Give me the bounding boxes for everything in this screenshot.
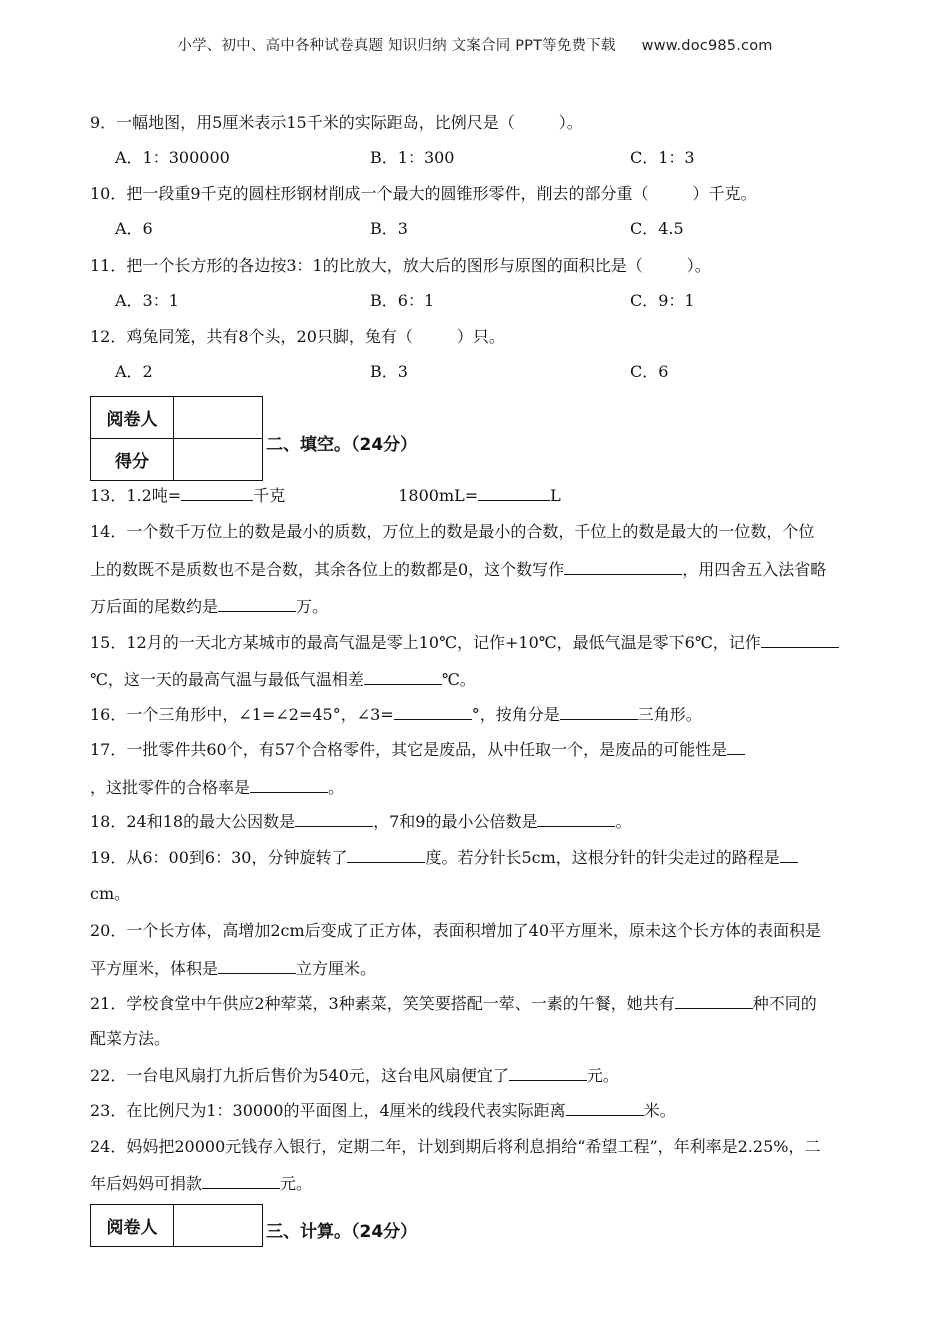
header-site: www.doc985.com [641,38,773,54]
question-15-line-2: ℃，这一天的最高气温与最低气温相差 ℃。 [90,670,476,689]
q9-option-b: B．1：300 [370,148,455,167]
q11-option-b: B．6：1 [370,291,435,310]
reviewer-label: 阅卷人 [91,397,174,439]
reviewer-label-2: 阅卷人 [91,1205,174,1247]
score-table-section-3 [90,1204,263,1247]
q21-blank-1[interactable] [675,992,753,1009]
question-20-line-2: 平方厘米，体积是 立方厘米。 [90,959,377,978]
q10-option-b: B．3 [370,219,408,238]
question-24-line-1: 24．妈妈把20000元钱存入银行，定期二年，计划到期后将利息捐给“希望工程”，年利率是2.25%，二 [90,1137,821,1156]
section-3-title: 三、计算。（24分） [266,1222,418,1242]
q12-option-b: B．3 [370,362,408,381]
question-16: 16．一个三角形中，∠1=∠2=45°，∠3= °，按角分是 三角形。 [90,705,702,724]
question-19-line-2: cm。 [90,884,131,903]
q18-blank-2[interactable] [537,810,615,827]
score-label: 得分 [91,439,174,481]
question-12: 12．鸡兔同笼，共有8个头，20只脚，兔有（ ）只。 [90,327,505,346]
question-14-line-2: 上的数既不是质数也不是合数，其余各位上的数都是0，这个数写作 ，用四舍五入法省略 [90,560,827,579]
q19-blank-1[interactable] [347,846,425,863]
question-20-line-1: 20．一个长方体，高增加2cm后变成了正方体，表面积增加了40平方厘米，原未这个长方体的表面积是 [90,921,822,940]
score-table-section-2 [90,396,263,481]
q12-option-c: C．6 [630,362,669,381]
q17-blank-2[interactable] [250,776,328,793]
q11-option-a: A．3：1 [115,291,179,310]
question-17-line-2: ，这批零件的合格率是 。 [90,778,345,797]
question-14-line-1: 14．一个数千万位上的数是最小的质数，万位上的数是最小的合数，千位上的数是最大的一位数，个位 [90,522,815,541]
question-22: 22．一台电风扇打九折后售价为540元，这台电风扇便宜了 元。 [90,1066,619,1085]
question-23: 23．在比例尺为1：30000的平面图上，4厘米的线段代表实际距离 米。 [90,1101,676,1120]
question-19-line-1: 19．从6：00到6：30，分钟旋转了 度。若分针长5cm，这根分针的针尖走过的路程是 [90,846,798,869]
q22-blank-1[interactable] [509,1064,587,1081]
q10-option-c: C．4.5 [630,219,684,238]
question-10: 10．把一段重9千克的圆柱形钢材削成一个最大的圆锥形零件，削去的部分重（ ）千克。 [90,184,757,203]
header-text: 小学、初中、高中各种试卷真题 知识归纳 文案合同 PPT等免费下载 [177,38,616,54]
q20-blank-1[interactable] [218,957,296,974]
question-24-line-2: 年后妈妈可捐款 元。 [90,1174,313,1193]
section-2-title: 二、填空。（24分） [266,435,418,455]
q14-blank-1[interactable] [564,558,682,575]
question-17-line-1: 17．一批零件共60个，有57个合格零件，其它是废品，从中任取一个，是废品的可能性是 [90,738,745,761]
q16-blank-2[interactable] [560,703,638,720]
q10-option-a: A．6 [115,219,153,238]
question-14-line-3: 万后面的尾数约是 万。 [90,597,329,616]
q13-blank-2[interactable] [478,484,550,501]
q24-blank-1[interactable] [202,1172,280,1189]
question-9: 9．一幅地图，用5厘米表示15千米的实际距岛，比例尺是（ ）。 [90,113,583,132]
q16-blank-1[interactable] [394,703,472,720]
score-cell[interactable] [174,439,263,481]
question-21-line-1: 21．学校食堂中午供应2种荤菜，3种素菜，笑笑要搭配一荤、一素的午餐，她共有 种不同的 [90,994,817,1013]
q15-blank-2[interactable] [364,668,442,685]
question-18: 18．24和18的最大公因数是 ，7和9的最小公倍数是 。 [90,812,632,831]
q17-blank-1[interactable] [727,738,745,755]
question-21-line-2: 配菜方法。 [90,1029,171,1048]
q9-option-c: C．1：3 [630,148,695,167]
reviewer-cell-2[interactable] [174,1205,263,1247]
q12-option-a: A．2 [115,362,153,381]
q13-blank-1[interactable] [181,484,253,501]
q19-blank-2[interactable] [780,846,798,863]
q9-option-a: A．1：300000 [115,148,230,167]
reviewer-cell[interactable] [174,397,263,439]
question-15-line-1: 15．12月的一天北方某城市的最高气温是零上10℃，记作+10℃，最低气温是零下6℃，记作 [90,631,839,654]
q23-blank-1[interactable] [566,1099,644,1116]
q11-option-c: C．9：1 [630,291,695,310]
question-13: 13．1.2吨= 千克 1800mL= L [90,486,561,505]
q15-blank-1[interactable] [761,631,839,648]
question-11: 11．把一个长方形的各边按3：1的比放大，放大后的图形与原图的面积比是（ ）。 [90,256,711,275]
q14-blank-2[interactable] [218,595,296,612]
q18-blank-1[interactable] [295,810,373,827]
page-header [0,34,950,55]
